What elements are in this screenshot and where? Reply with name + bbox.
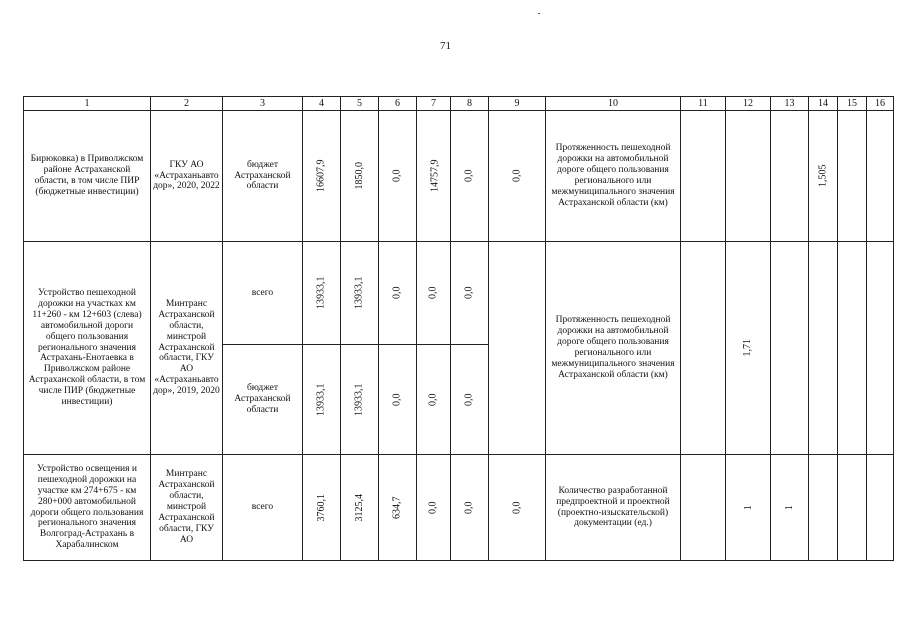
header-cell: 2 xyxy=(151,97,223,111)
table-row xyxy=(24,455,894,561)
value-text: 16607,9 xyxy=(315,159,327,193)
value-text: 0,0 xyxy=(391,393,403,406)
measure-name: Устройство освещения и пешеходной дорожки на участке км 274+675 - км 280+000 автомобильной дороги общего пользования регионального значения Волгоград-Астрахань в Харабалинском xyxy=(24,455,151,561)
value-text: 13933,1 xyxy=(315,383,327,416)
header-cell: 10 xyxy=(546,97,681,111)
value-cell xyxy=(417,345,451,455)
header-cell: 16 xyxy=(867,97,894,111)
executor-cell: ГКУ АО «Астраханьавтодор», 2020, 2022 xyxy=(151,111,223,242)
value-cell xyxy=(771,455,809,561)
header-cell: 11 xyxy=(681,97,726,111)
empty-cell xyxy=(681,242,726,455)
indicator-cell: Количество разработанной предпроектной и проектной (проектно-изыскательской) документации (ед.) xyxy=(546,455,681,561)
value-text: 14757,9 xyxy=(429,159,441,193)
value-cell xyxy=(489,455,546,561)
header-row xyxy=(24,97,894,111)
value-cell xyxy=(379,455,417,561)
value-text: 0,0 xyxy=(427,393,439,406)
header-cell: 6 xyxy=(379,97,417,111)
header-cell: 14 xyxy=(809,97,838,111)
measure-name: Устройство пешеходной дорожки на участках км 11+260 - км 12+603 (слева) автомобильной дороги общего пользования регионального значения Астрахань-Енотаевка в Приволжском районе Астраханской области, в том числе ПИР (бюджетные инвестиции) xyxy=(24,242,151,455)
header-cell: 7 xyxy=(417,97,451,111)
empty-cell xyxy=(771,111,809,242)
header-cell: 5 xyxy=(341,97,379,111)
value-text: 3125,4 xyxy=(353,493,365,522)
header-cell: 15 xyxy=(838,97,867,111)
scan-speck xyxy=(538,13,540,14)
funding-source: бюджет Астраханской области xyxy=(223,111,303,242)
value-text: 13933,1 xyxy=(353,276,365,310)
header-cell: 9 xyxy=(489,97,546,111)
value-text: 1850,0 xyxy=(353,162,365,190)
indicator-cell: Протяженность пешеходной дорожки на автомобильной дороге общего пользования регионального или межмуниципального значения Астраханской области (км) xyxy=(546,111,681,242)
empty-cell xyxy=(838,455,867,561)
empty-cell xyxy=(681,111,726,242)
indicator-cell: Протяженность пешеходной дорожки на автомобильной дороге общего пользования регионального или межмуниципального значения Астраханской области (км) xyxy=(546,242,681,455)
value-cell xyxy=(379,111,417,242)
header-cell: 13 xyxy=(771,97,809,111)
value-text: 0,0 xyxy=(511,169,523,183)
value-cell xyxy=(379,345,417,455)
value-text: 13933,1 xyxy=(353,383,365,416)
executor-cell: Минтранс Астраханской области, минстрой Астраханской области, ГКУ АО xyxy=(151,455,223,561)
value-text: 0,0 xyxy=(511,501,523,514)
header-cell: 3 xyxy=(223,97,303,111)
value-text: 1,505 xyxy=(817,164,829,188)
empty-cell xyxy=(867,242,894,455)
value-text: 634,7 xyxy=(391,496,403,519)
executor-cell: Минтранс Астраханской области, минстрой Астраханской области, ГКУ АО «Астраханьавтодор», 2019, 2020 xyxy=(151,242,223,455)
value-cell xyxy=(417,242,451,345)
value-cell xyxy=(303,345,341,455)
value-cell xyxy=(451,455,489,561)
funding-source: бюджет Астраханской области xyxy=(223,345,303,455)
value-cell xyxy=(341,111,379,242)
value-text: 1 xyxy=(783,504,795,510)
value-cell xyxy=(341,242,379,345)
value-text: 13933,1 xyxy=(315,276,327,310)
header-cell: 4 xyxy=(303,97,341,111)
empty-cell xyxy=(809,455,838,561)
value-cell xyxy=(417,111,451,242)
value-cell xyxy=(303,455,341,561)
value-cell xyxy=(417,455,451,561)
empty-cell xyxy=(867,111,894,242)
value-text: 0,0 xyxy=(427,286,439,300)
empty-cell xyxy=(838,111,867,242)
header-cell: 1 xyxy=(24,97,151,111)
value-text: 0,0 xyxy=(463,393,475,406)
value-text: 0,0 xyxy=(463,501,475,514)
funding-source: всего xyxy=(223,455,303,561)
value-cell xyxy=(451,345,489,455)
value-text: 0,0 xyxy=(463,286,475,300)
empty-cell xyxy=(867,455,894,561)
value-text: 1,71 xyxy=(742,339,754,357)
value-cell xyxy=(489,111,546,242)
table-row xyxy=(24,242,894,345)
table-row xyxy=(24,111,894,242)
program-table xyxy=(23,96,894,561)
funding-source: всего xyxy=(223,242,303,345)
empty-cell xyxy=(809,242,838,455)
value-text: 0,0 xyxy=(391,286,403,300)
page-number: 71 xyxy=(440,40,451,52)
empty-cell xyxy=(489,242,546,455)
empty-cell xyxy=(681,455,726,561)
value-text: 0,0 xyxy=(463,169,475,183)
value-text: 0,0 xyxy=(427,501,439,514)
header-cell: 12 xyxy=(726,97,771,111)
value-cell xyxy=(726,455,771,561)
value-cell xyxy=(379,242,417,345)
value-cell xyxy=(809,111,838,242)
value-text: 1 xyxy=(742,504,754,510)
empty-cell xyxy=(838,242,867,455)
value-cell xyxy=(341,455,379,561)
measure-name: Бирюковка) в Приволжском районе Астраханской области, в том числе ПИР (бюджетные инвестиции) xyxy=(24,111,151,242)
value-cell xyxy=(341,345,379,455)
value-cell xyxy=(451,242,489,345)
value-text: 0,0 xyxy=(391,169,403,183)
empty-cell xyxy=(726,111,771,242)
value-cell xyxy=(303,242,341,345)
value-text: 3760,1 xyxy=(315,493,327,522)
value-cell xyxy=(303,111,341,242)
value-cell xyxy=(451,111,489,242)
value-cell xyxy=(726,242,771,455)
empty-cell xyxy=(771,242,809,455)
header-cell: 8 xyxy=(451,97,489,111)
